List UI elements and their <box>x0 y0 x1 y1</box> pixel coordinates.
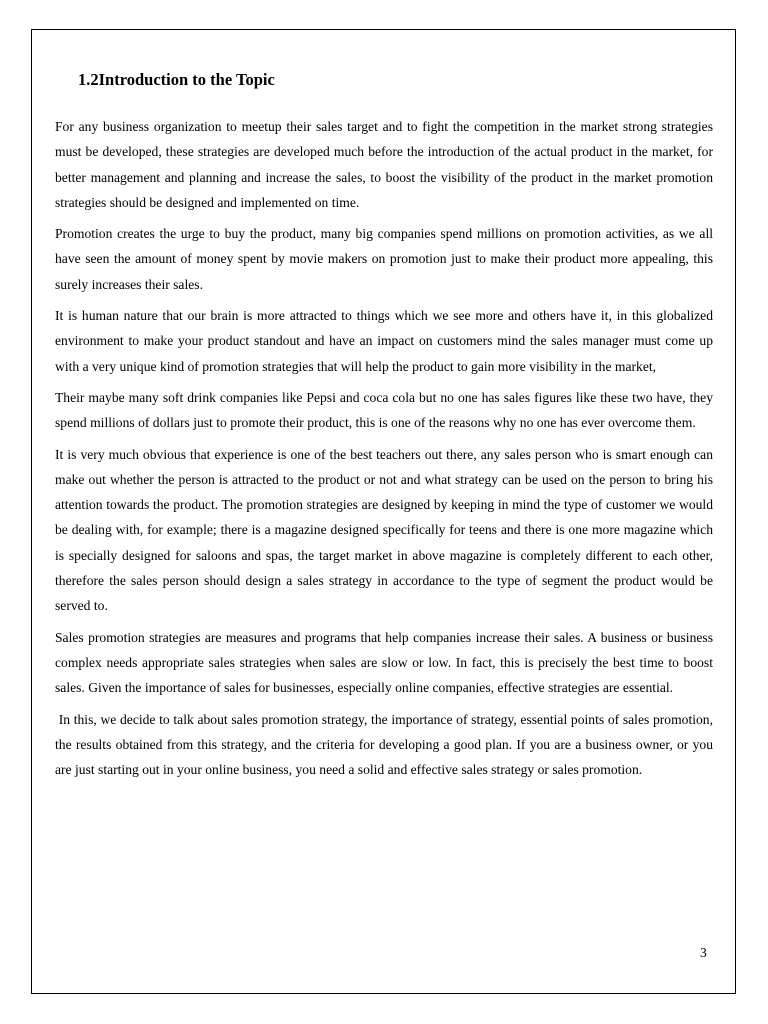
body-text <box>55 114 717 788</box>
paragraph-4: Their maybe many soft drink companies like Pepsi and coca cola but no one has sales figures like these two have, they spend millions of dollars just to promote their product, this is one of the reasons why no one has ever overcome them. <box>55 389 717 431</box>
paragraph-7: In this, we decide to talk about sales promotion strategy, the importance of strategy, essential points of sales promotion, the results obtained from this strategy, and the criteria for developing a good plan. If you are a business owner, or you are just starting out in your online business, you need a solid and effective sales strategy or sales promotion. <box>55 711 717 778</box>
page-number: 3 <box>700 945 707 960</box>
paragraph-5: It is very much obvious that experience is one of the best teachers out there, any sales person who is smart enough can make out whether the person is attracted to the product or not and what strategy can be used on the person to bring his attention towards the product. The promotion strategies are designed by keeping in mind the type of customer we would be dealing with, for example; there is a magazine designed specifically for teens and there is one more magazine which is specially designed for saloons and spas, the target market in above magazine is completely different to each other, therefore the sales person should design a sales strategy in accordance to the type of segment the product would be served to. <box>55 446 717 614</box>
paragraph-2: Promotion creates the urge to buy the product, many big companies spend millions on promotion activities, as we all have seen the amount of money spent by movie makers on promotion just to make their product more appealing, this surely increases their sales. <box>55 226 717 292</box>
section-heading: 1.2Introduction to the Topic <box>78 70 275 89</box>
paragraph-3: It is human nature that our brain is more attracted to things which we see more and others have it, in this globalized environment to make your product standout and have an impact on customers mind the sales manager must come up with a very unique kind of promotion strategies that will help the product to gain more visibility in the market, <box>55 308 717 374</box>
paragraph-6: Sales promotion strategies are measures and programs that help companies increase their sales. A business or business complex needs appropriate sales strategies when sales are slow or low. In fact, this is precisely the best time to boost sales. Given the importance of sales for businesses, especially online companies, effective strategies are essential. <box>55 629 717 696</box>
paragraph-1: For any business organization to meetup their sales target and to fight the competition in the market strong strategies must be developed, these strategies are developed much before the introduction of the actual product in the market, for better management and planning and increase the sales, to boost the visibility of the product in the market promotion strategies should be designed and implemented on time. <box>55 119 717 210</box>
